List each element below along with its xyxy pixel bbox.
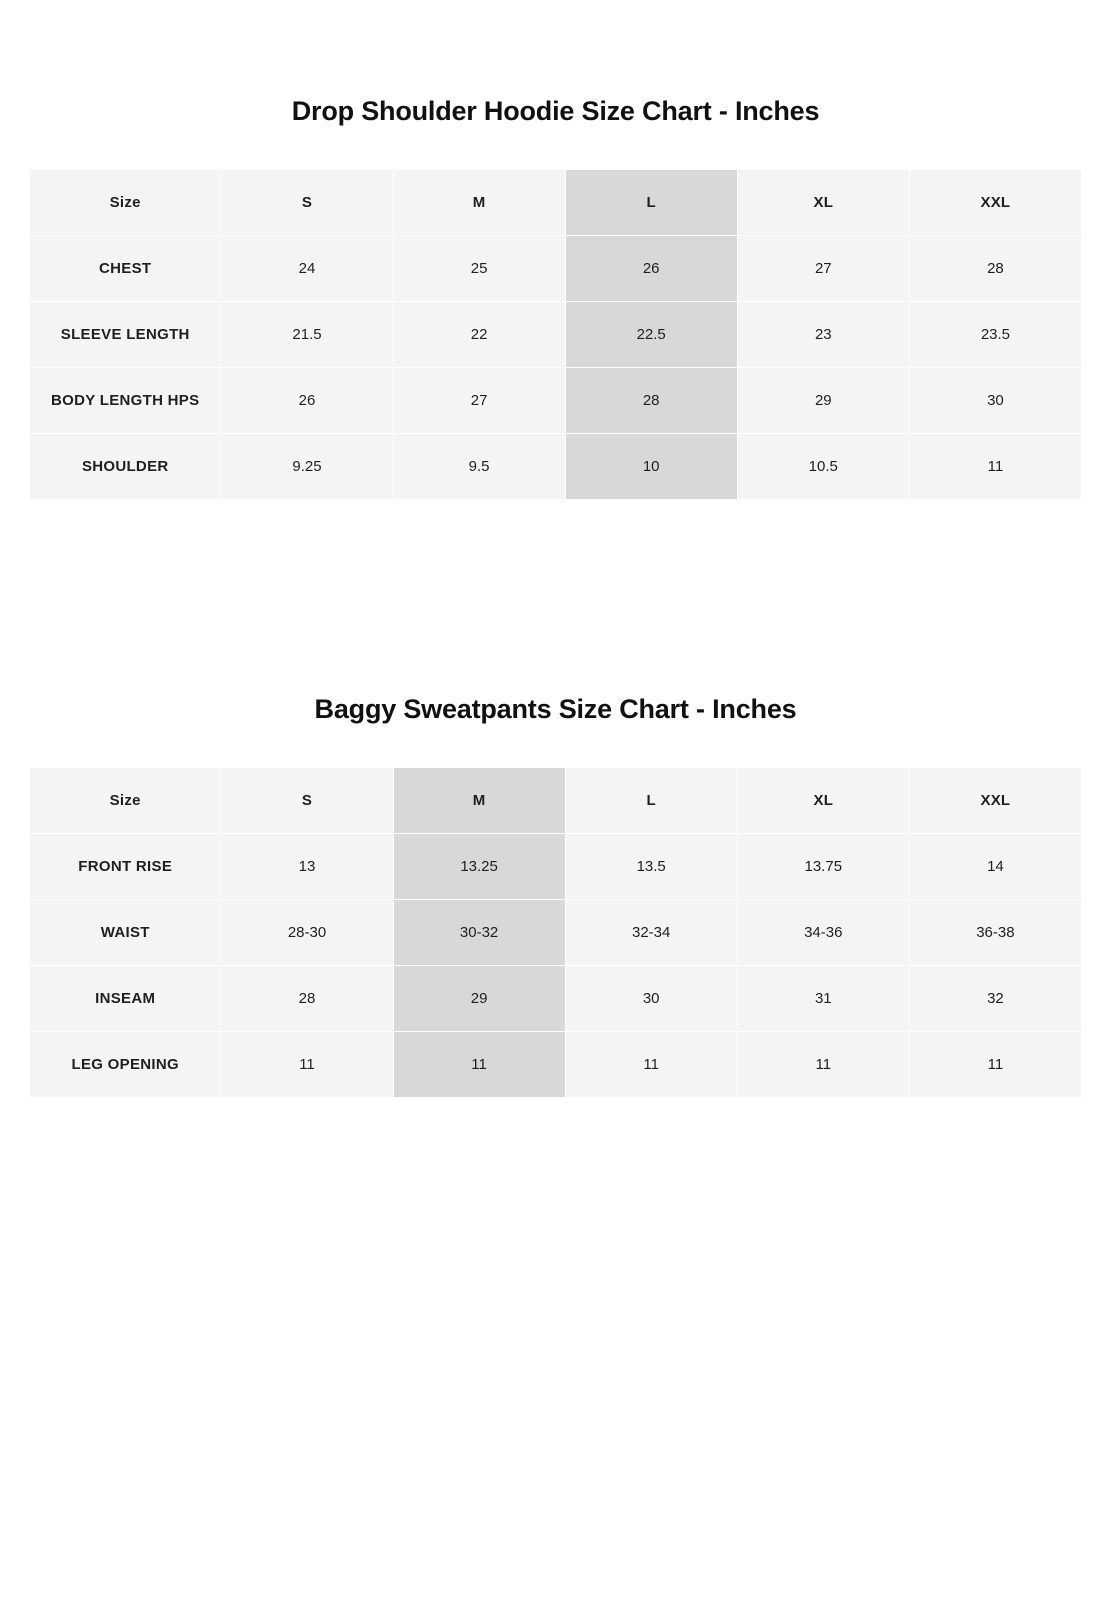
cell-waist-m: 30-32	[393, 900, 565, 966]
cell-sleeve-length-xl: 23	[737, 302, 909, 368]
cell-sleeve-length-xxl: 23.5	[909, 302, 1081, 368]
hoodie-size-chart-section	[0, 0, 1111, 500]
cell-waist-xxl: 36-38	[909, 900, 1081, 966]
page-title-sweatpants: Baggy Sweatpants Size Chart - Inches	[314, 694, 797, 724]
cell-body-length-hps-s: 26	[221, 368, 393, 434]
cell-chest-xl: 27	[737, 236, 909, 302]
cell-front-rise-xxl: 14	[909, 834, 1081, 900]
row-label-body-length-hps: BODY LENGTH HPS	[30, 368, 221, 434]
column-header-s: S	[221, 170, 393, 236]
cell-sleeve-length-l: 22.5	[565, 302, 737, 368]
cell-sleeve-length-s: 21.5	[221, 302, 393, 368]
table-row	[30, 834, 1082, 900]
cell-chest-l: 26	[565, 236, 737, 302]
cell-leg-opening-s: 11	[221, 1032, 393, 1098]
sweatpants-table-head	[30, 768, 1082, 834]
cell-body-length-hps-xxl: 30	[909, 368, 1081, 434]
cell-chest-s: 24	[221, 236, 393, 302]
column-header-l: L	[565, 768, 737, 834]
cell-body-length-hps-l: 28	[565, 368, 737, 434]
cell-leg-opening-l: 11	[565, 1032, 737, 1098]
cell-waist-l: 32-34	[565, 900, 737, 966]
table-row	[30, 1032, 1082, 1098]
table-row	[30, 236, 1082, 302]
column-header-xl: XL	[737, 170, 909, 236]
table-row	[30, 966, 1082, 1032]
column-header-m: M	[393, 768, 565, 834]
column-header-size: Size	[30, 768, 221, 834]
row-label-sleeve-length: SLEEVE LENGTH	[30, 302, 221, 368]
cell-leg-opening-m: 11	[393, 1032, 565, 1098]
cell-inseam-xl: 31	[737, 966, 909, 1032]
cell-inseam-l: 30	[565, 966, 737, 1032]
page-title-hoodie: Drop Shoulder Hoodie Size Chart - Inches	[291, 96, 820, 126]
column-header-m: M	[393, 170, 565, 236]
sweatpants-table-body	[30, 834, 1082, 1098]
sweatpants-size-table	[29, 767, 1082, 1098]
column-header-l: L	[565, 170, 737, 236]
cell-shoulder-m: 9.5	[393, 434, 565, 500]
cell-sleeve-length-m: 22	[393, 302, 565, 368]
table-header-row	[30, 768, 1082, 834]
cell-shoulder-xl: 10.5	[737, 434, 909, 500]
cell-waist-s: 28-30	[221, 900, 393, 966]
column-header-xxl: XXL	[909, 170, 1081, 236]
row-label-shoulder: SHOULDER	[30, 434, 221, 500]
hoodie-table-head	[30, 170, 1082, 236]
cell-body-length-hps-xl: 29	[737, 368, 909, 434]
table-row	[30, 302, 1082, 368]
column-header-xl: XL	[737, 768, 909, 834]
column-header-size: Size	[30, 170, 221, 236]
column-header-s: S	[221, 768, 393, 834]
cell-shoulder-xxl: 11	[909, 434, 1081, 500]
cell-waist-xl: 34-36	[737, 900, 909, 966]
cell-front-rise-s: 13	[221, 834, 393, 900]
cell-leg-opening-xl: 11	[737, 1032, 909, 1098]
sweatpants-size-chart-section	[0, 500, 1111, 1098]
cell-leg-opening-xxl: 11	[909, 1032, 1081, 1098]
hoodie-size-table	[29, 169, 1082, 500]
row-label-waist: WAIST	[30, 900, 221, 966]
cell-chest-xxl: 28	[909, 236, 1081, 302]
row-label-leg-opening: LEG OPENING	[30, 1032, 221, 1098]
cell-inseam-xxl: 32	[909, 966, 1081, 1032]
cell-shoulder-s: 9.25	[221, 434, 393, 500]
cell-inseam-m: 29	[393, 966, 565, 1032]
row-label-inseam: INSEAM	[30, 966, 221, 1032]
table-row	[30, 900, 1082, 966]
cell-front-rise-xl: 13.75	[737, 834, 909, 900]
table-row	[30, 368, 1082, 434]
row-label-chest: CHEST	[30, 236, 221, 302]
table-row	[30, 434, 1082, 500]
table-header-row	[30, 170, 1082, 236]
hoodie-table-wrap	[0, 169, 1111, 500]
column-header-xxl: XXL	[909, 768, 1081, 834]
cell-chest-m: 25	[393, 236, 565, 302]
cell-front-rise-m: 13.25	[393, 834, 565, 900]
cell-shoulder-l: 10	[565, 434, 737, 500]
hoodie-table-body	[30, 236, 1082, 500]
row-label-front-rise: FRONT RISE	[30, 834, 221, 900]
sweatpants-table-wrap	[0, 767, 1111, 1098]
cell-front-rise-l: 13.5	[565, 834, 737, 900]
cell-inseam-s: 28	[221, 966, 393, 1032]
cell-body-length-hps-m: 27	[393, 368, 565, 434]
